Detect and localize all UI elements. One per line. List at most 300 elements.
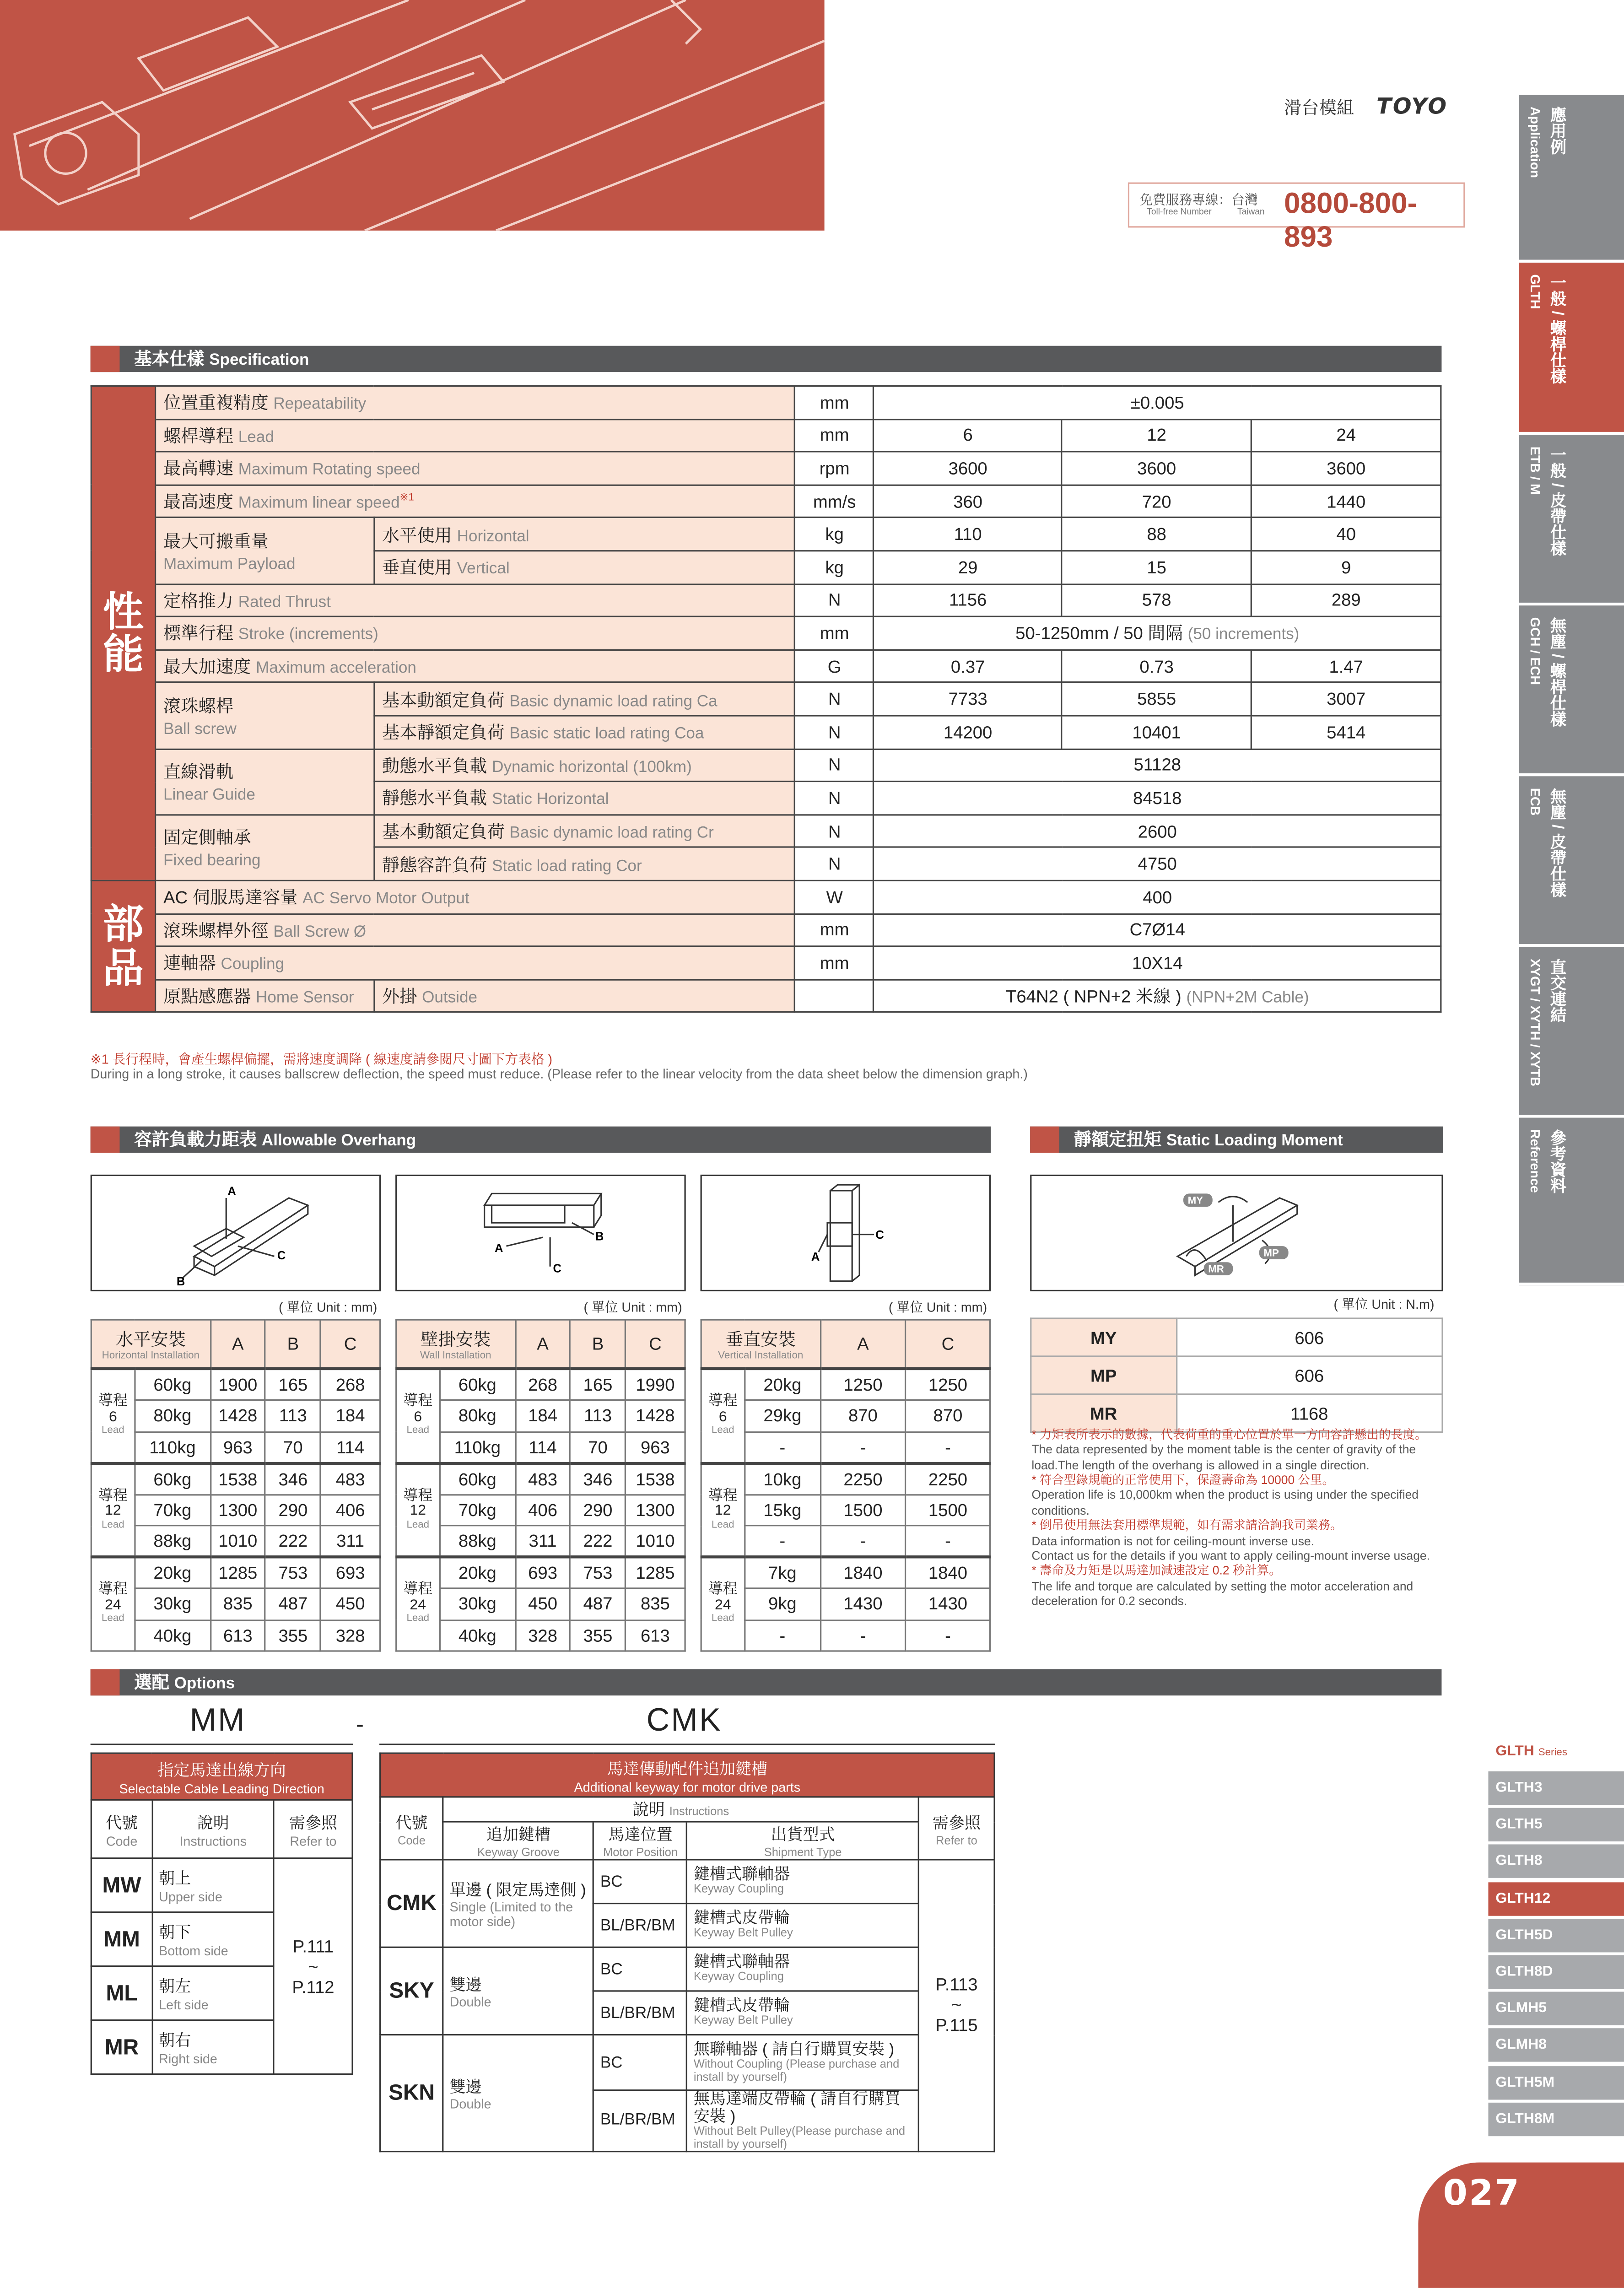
spec-row — [91, 913, 1441, 946]
tollfree-number: 0800-800-893 — [1284, 188, 1417, 254]
spec-unit: mm — [795, 946, 874, 979]
overhang-load: 20kg — [135, 1557, 210, 1588]
series-item[interactable]: GLMH8 — [1488, 2029, 1624, 2062]
spec-span-value: 400 — [1143, 886, 1172, 907]
side-tab[interactable] — [1519, 947, 1624, 1117]
cable-desc-zh: 朝右 — [159, 2032, 191, 2051]
spec-label-zh: 水平使用 — [382, 524, 452, 545]
spec-label — [374, 847, 795, 880]
svg-text:C: C — [875, 1229, 884, 1242]
col-en: Code — [106, 1833, 138, 1848]
series-item[interactable]: GLTH5D — [1488, 1918, 1624, 1952]
spec-row — [91, 683, 1441, 716]
cable-code: MW — [91, 1858, 152, 1912]
keyway-sub-header-zh: 馬達位置 — [608, 1827, 673, 1845]
spec-label-en: Lead — [238, 429, 274, 447]
spec-note-en: During in a long stroke, it causes ballscrew deflection, the speed must reduce. (Please refer to the linear velocity from the data sheet below the dimension graph.) — [90, 1066, 1028, 1081]
cable-col-header — [91, 1800, 152, 1858]
spec-value: 3600 — [1252, 452, 1441, 485]
refer-from: P.113 — [935, 1975, 978, 1996]
spec-label-zh: 最高速度 — [163, 491, 234, 513]
spec-group-en: Ball screw — [163, 721, 237, 739]
overhang-row — [701, 1369, 990, 1400]
option-code-1-underline — [91, 1743, 353, 1745]
page-number: 027 — [1443, 2172, 1521, 2214]
spec-value-span — [874, 979, 1441, 1012]
overhang-row — [701, 1431, 990, 1463]
overhang-value: 1250 — [820, 1369, 906, 1400]
spec-unit: N — [795, 584, 874, 617]
moment-note: The life and torque are calculated by setting the motor acceleration and deceleration for 0.2 seconds. — [1031, 1578, 1414, 1608]
shipment-type — [687, 2090, 918, 2152]
spec-unit: N — [795, 815, 874, 847]
spec-label — [155, 485, 795, 518]
lead-label-en: Lead — [711, 1520, 734, 1530]
lead-label-en: Lead — [711, 1614, 734, 1625]
spec-label — [155, 617, 795, 650]
overhang-value: 328 — [321, 1619, 380, 1651]
overhang-lead-cell — [701, 1369, 745, 1463]
overhang-install-header — [396, 1320, 515, 1369]
keyway-refer-header — [919, 1797, 994, 1860]
keyway-refer-header-en: Refer to — [936, 1833, 977, 1847]
shipment-en: Without Coupling (Please purchase and install by yourself) — [693, 2057, 900, 2083]
keyway-title — [380, 1753, 994, 1797]
spec-label-zh: 連軸器 — [163, 953, 216, 974]
install-zh: 水平安裝 — [115, 1329, 186, 1350]
overhang-value: 165 — [570, 1369, 625, 1400]
moment-row — [1031, 1356, 1442, 1394]
spec-section-header — [91, 346, 1442, 372]
col-zh: 說明 — [197, 1814, 229, 1832]
moment-note: The data represented by the moment table is the center of gravity of the load.The length of the overhang is allowed in a single direction. — [1031, 1442, 1416, 1472]
side-tab[interactable] — [1519, 95, 1624, 263]
spec-row — [91, 485, 1441, 518]
spec-label — [155, 419, 795, 452]
spec-row — [91, 880, 1441, 913]
cable-direction-body — [91, 1753, 352, 2074]
spec-value-span — [874, 782, 1441, 815]
moment-note: * 壽命及力矩是以馬達加減速設定 0.2 秒計算。 — [1031, 1563, 1281, 1578]
spec-value: 1.47 — [1252, 650, 1441, 683]
keyway-table — [379, 1753, 995, 2153]
overhang-value: 406 — [515, 1494, 570, 1526]
overhang-col-header: B — [570, 1320, 625, 1369]
spec-title-en: Specification — [209, 351, 309, 369]
spec-label-en: Stroke (increments) — [238, 626, 378, 644]
spec-label — [374, 683, 795, 716]
product-category: 滑台模組 — [1284, 97, 1354, 119]
spec-unit: rpm — [795, 452, 874, 485]
series-item[interactable]: GLTH5M — [1488, 2066, 1624, 2099]
overhang-value: 355 — [265, 1619, 320, 1651]
overhang-row — [701, 1588, 990, 1620]
overhang-header-row — [701, 1320, 990, 1369]
spec-value: 110 — [874, 518, 1062, 551]
side-tab-en: Application — [1527, 106, 1543, 178]
spec-value-span — [874, 617, 1441, 650]
spec-group-zh: 固定側軸承 — [163, 827, 251, 848]
spec-row — [91, 386, 1441, 419]
overhang-row — [91, 1463, 380, 1495]
cable-desc-zh: 朝下 — [159, 1924, 191, 1943]
moment-note: Data information is not for ceiling-mount inverse use. — [1031, 1533, 1315, 1548]
spec-label-en: Maximum Rotating speed — [238, 462, 421, 480]
cable-header-row — [91, 1800, 352, 1858]
spec-label-zh: 原點感應器 — [163, 986, 251, 1007]
lead-label: 導程 — [403, 1393, 433, 1410]
spec-value: 88 — [1062, 518, 1252, 551]
overhang-lead-cell — [91, 1557, 135, 1651]
lead-label-en: Lead — [406, 1520, 430, 1530]
spec-label-en: Basic dynamic load rating Cr — [509, 824, 714, 842]
spec-value: 10401 — [1062, 716, 1252, 749]
cable-desc-zh: 朝左 — [159, 1978, 191, 1997]
side-tab-en: GCH / ECH — [1527, 617, 1543, 685]
spec-value: 3600 — [1062, 452, 1252, 485]
overhang-value: - — [820, 1431, 906, 1463]
spec-row — [91, 617, 1441, 650]
side-tab[interactable] — [1519, 605, 1624, 776]
series-item[interactable]: GLTH12 — [1488, 1882, 1624, 1915]
overhang-value: 268 — [515, 1369, 570, 1400]
page-number-block — [1418, 2163, 1624, 2288]
cable-desc-en: Bottom side — [159, 1943, 228, 1959]
option-code-2-underline — [379, 1743, 995, 1745]
shipment-zh: 鍵槽式皮帶輪 — [693, 1998, 790, 2016]
keyway-code: SKY — [380, 1947, 443, 2034]
overhang-row — [91, 1588, 380, 1620]
spec-label-en: Rated Thrust — [238, 594, 331, 611]
spec-group-max-payload — [155, 518, 374, 584]
horizontal-install-diagram — [91, 1175, 381, 1291]
lead-label-en: Lead — [406, 1614, 430, 1625]
refer-tilde: ~ — [308, 1956, 318, 1977]
cable-desc — [152, 2020, 274, 2074]
cable-title-en: Selectable Cable Leading Direction — [119, 1781, 324, 1796]
overhang-value: 487 — [570, 1588, 625, 1620]
overhang-value: 1010 — [626, 1526, 685, 1557]
keyway-instr-header-zh: 說明 — [632, 1802, 665, 1820]
overhang-row — [396, 1557, 685, 1588]
motor-position: BC — [594, 2035, 687, 2090]
motor-position: BL/BR/BM — [594, 2090, 687, 2152]
spec-sub-en: Outside — [422, 989, 477, 1007]
lead-value: 24 — [410, 1597, 426, 1614]
spec-value: 1440 — [1252, 485, 1441, 518]
spec-unit — [795, 979, 874, 1012]
keyway-groove-zh: 雙邊 — [449, 1976, 482, 1994]
spec-label-zh: 基本動額定負荷 — [382, 821, 505, 842]
spec-label-sub — [374, 979, 795, 1012]
overhang-unit-3: ( 單位 Unit : mm) — [888, 1300, 987, 1315]
options-section-header — [91, 1669, 1442, 1695]
spec-row — [91, 419, 1441, 452]
overhang-value: 835 — [626, 1588, 685, 1620]
lead-label-en: Lead — [711, 1425, 734, 1436]
spec-group-zh: 最大可搬重量 — [163, 531, 269, 552]
overhang-value: 1430 — [820, 1588, 906, 1620]
spec-label-zh: 最大加速度 — [163, 657, 251, 677]
overhang-load: 60kg — [135, 1369, 210, 1400]
shipment-type — [687, 1947, 918, 1991]
overhang-value: 165 — [265, 1369, 320, 1400]
spec-label-en: Maximum linear speed — [238, 495, 400, 513]
side-tab-en: Reference — [1527, 1129, 1543, 1193]
moment-notes — [1031, 1427, 1443, 1608]
shipment-en: Keyway Coupling — [693, 1883, 784, 1896]
cable-title-zh: 指定馬達出線方向 — [157, 1762, 286, 1780]
overhang-value: 311 — [321, 1526, 380, 1557]
spec-label-en: Maximum acceleration — [256, 659, 416, 677]
spec-unit: N — [795, 847, 874, 880]
refer-from: P.111 — [292, 1935, 334, 1956]
cable-direction-table — [91, 1753, 353, 2075]
overhang-row — [396, 1400, 685, 1432]
overhang-unit-1: ( 單位 Unit : mm) — [279, 1300, 378, 1315]
spec-value: 6 — [874, 419, 1062, 452]
overhang-title-en: Allowable Overhang — [261, 1132, 416, 1150]
keyway-sub-header — [594, 1822, 687, 1860]
svg-text:MR: MR — [1208, 1263, 1224, 1275]
spec-value-span — [874, 847, 1441, 880]
spec-value: 720 — [1062, 485, 1252, 518]
overhang-load: 20kg — [440, 1557, 515, 1588]
side-tab-zh: 應用例 — [1548, 106, 1566, 155]
spec-value-span — [874, 815, 1441, 847]
overhang-load: 80kg — [135, 1400, 210, 1432]
series-item[interactable]: GLTH8 — [1488, 1845, 1624, 1878]
cable-desc-zh: 朝上 — [159, 1870, 191, 1889]
spec-label — [374, 716, 795, 749]
overhang-value: 1840 — [906, 1557, 990, 1588]
keyway-groove-en: Double — [449, 1994, 491, 2009]
lead-label-en: Lead — [406, 1425, 430, 1436]
keyway-sub-header-zh: 追加鍵槽 — [486, 1827, 551, 1845]
lead-value: 12 — [105, 1503, 121, 1519]
cable-desc-en: Left side — [159, 1997, 209, 2013]
keyway-row — [380, 1947, 994, 1991]
overhang-load: - — [745, 1526, 820, 1557]
vertical-install-diagram — [701, 1175, 991, 1291]
overhang-value: 222 — [570, 1526, 625, 1557]
overhang-value: 1300 — [626, 1494, 685, 1526]
keyway-row — [380, 1860, 994, 1904]
spec-value: 9 — [1252, 551, 1441, 584]
overhang-load: 29kg — [745, 1400, 820, 1432]
overhang-lead-cell — [701, 1557, 745, 1651]
shipment-zh: 鍵槽式皮帶輪 — [693, 1910, 790, 1928]
keyway-groove-en: Single (Limited to the motor side) — [449, 1899, 573, 1928]
shipment-zh: 無聯軸器 ( 請自行購買安裝 ) — [693, 2041, 895, 2059]
spec-label — [155, 650, 795, 683]
spec-sub-zh: 外掛 — [382, 986, 417, 1007]
overhang-value: - — [906, 1431, 990, 1463]
tollfree-region-en: Taiwan — [1237, 208, 1265, 218]
overhang-row — [396, 1588, 685, 1620]
spec-label — [374, 815, 795, 847]
refer-to: P.115 — [935, 2016, 978, 2036]
keyway-sub-header-en: Motor Position — [603, 1846, 678, 1859]
overhang-value: 1010 — [210, 1526, 265, 1557]
spec-value: 14200 — [874, 716, 1062, 749]
keyway-code-header-en: Code — [397, 1833, 426, 1847]
svg-text:C: C — [553, 1262, 561, 1275]
moment-note: * 力矩表所表示的數據，代表荷重的重心位置於單一方向容許懸出的長度。 — [1031, 1427, 1427, 1442]
overhang-value: - — [906, 1526, 990, 1557]
overhang-value: 184 — [515, 1400, 570, 1432]
overhang-load: 88kg — [135, 1526, 210, 1557]
spec-value: 0.73 — [1062, 650, 1252, 683]
shipment-en: Without Belt Pulley(Please purchase and install by yourself) — [693, 2125, 906, 2150]
spec-value-span — [874, 946, 1441, 979]
overhang-row — [91, 1557, 380, 1588]
overhang-row — [396, 1431, 685, 1463]
moment-key: MP — [1031, 1356, 1176, 1394]
option-code-1: MM — [189, 1701, 246, 1738]
overhang-value: 1430 — [906, 1588, 990, 1620]
lead-label: 導程 — [403, 1488, 433, 1504]
spec-label — [155, 452, 795, 485]
spec-group-linear-guide — [155, 749, 374, 815]
series-item[interactable]: GLTH5 — [1488, 1808, 1624, 1841]
overhang-horizontal-table — [91, 1319, 381, 1652]
overhang-value: 290 — [265, 1494, 320, 1526]
spec-span-value: 2600 — [1138, 820, 1177, 842]
keyway-code-header-zh: 代號 — [395, 1814, 428, 1832]
overhang-lead-cell — [701, 1463, 745, 1557]
spec-unit: N — [795, 683, 874, 716]
spec-unit: mm — [795, 617, 874, 650]
moment-note: Contact us for the details if you want to apply ceiling-mount inverse usage. — [1031, 1548, 1430, 1563]
series-item[interactable]: GLMH5 — [1488, 1992, 1624, 2025]
overhang-value: 1250 — [906, 1369, 990, 1400]
spec-label-zh: 靜態水平負載 — [382, 788, 487, 809]
cable-row — [91, 1858, 352, 1912]
series-item[interactable]: GLTH8D — [1488, 1955, 1624, 1989]
overhang-col-header: A — [210, 1320, 265, 1369]
motor-position: BL/BR/BM — [594, 1904, 687, 1948]
spec-unit: N — [795, 782, 874, 815]
overhang-header-row — [396, 1320, 685, 1369]
option-code-2: CMK — [646, 1701, 723, 1738]
overhang-value: 346 — [265, 1463, 320, 1495]
side-tab[interactable] — [1519, 776, 1624, 947]
keyway-groove — [443, 1860, 593, 1947]
cable-code: MM — [91, 1912, 152, 1966]
spec-title: 基本仕樣 — [134, 349, 205, 369]
overhang-row — [701, 1494, 990, 1526]
side-tab-zh: 參考資料 — [1548, 1129, 1566, 1194]
series-item[interactable]: GLTH8M — [1488, 2102, 1624, 2136]
side-tab-en: ECB — [1527, 788, 1543, 816]
moment-value: 606 — [1176, 1318, 1442, 1356]
col-zh: 需參照 — [289, 1814, 338, 1832]
overhang-lead-cell — [91, 1369, 135, 1463]
overhang-load: 20kg — [745, 1369, 820, 1400]
overhang-load: 70kg — [440, 1494, 515, 1526]
spec-unit: kg — [795, 518, 874, 551]
install-en: Vertical Installation — [718, 1351, 804, 1362]
overhang-col-header: C — [906, 1320, 990, 1369]
moment-note: * 符合型錄規範的正常使用下，保證壽命為 10000 公里。 — [1031, 1472, 1334, 1487]
spec-value-span — [874, 386, 1441, 419]
overhang-value: - — [906, 1619, 990, 1651]
moment-unit: ( 單位 Unit : N.m) — [1333, 1297, 1435, 1312]
lead-label: 導程 — [708, 1582, 738, 1598]
overhang-value: - — [820, 1619, 906, 1651]
spec-label — [155, 946, 795, 979]
overhang-row — [91, 1494, 380, 1526]
spec-value: 24 — [1252, 419, 1441, 452]
spec-label-zh: 最高轉速 — [163, 459, 234, 480]
spec-value: 0.37 — [874, 650, 1062, 683]
spec-label-zh: 靜態容許負荷 — [382, 854, 487, 875]
svg-text:A: A — [494, 1241, 503, 1255]
spec-label — [155, 880, 795, 913]
overhang-col-header: C — [321, 1320, 380, 1369]
keyway-sub-header — [687, 1822, 918, 1860]
spec-row — [91, 815, 1441, 847]
spec-unit: mm — [795, 419, 874, 452]
spec-span-value: 51128 — [1133, 755, 1182, 776]
side-tab[interactable] — [1519, 263, 1624, 435]
overhang-value: 1500 — [820, 1494, 906, 1526]
moment-key: MY — [1031, 1318, 1176, 1356]
lead-value: 6 — [108, 1408, 117, 1425]
cable-code: MR — [91, 2020, 152, 2074]
spec-group-zh: 直線滑軌 — [163, 761, 234, 782]
side-tab[interactable] — [1519, 435, 1624, 605]
overhang-row — [91, 1526, 380, 1557]
overhang-value: 1538 — [626, 1463, 685, 1495]
keyway-header-row — [380, 1797, 994, 1822]
spec-span-value: 50-1250mm / 50 間隔 — [1015, 624, 1183, 644]
options-title: 選配 — [134, 1672, 169, 1693]
cable-desc — [152, 1858, 274, 1912]
cable-refer — [274, 1858, 352, 2074]
spec-label-en: Ball Screw Ø — [273, 923, 367, 941]
spec-unit: mm/s — [795, 485, 874, 518]
keyway-instr-header-en: Instructions — [669, 1805, 729, 1819]
spec-label-zh: 垂直使用 — [382, 557, 452, 578]
overhang-row — [91, 1619, 380, 1651]
tollfree-box — [1128, 183, 1465, 254]
shipment-en: Keyway Belt Pulley — [693, 1926, 793, 1940]
spec-label — [374, 518, 795, 551]
side-tab[interactable] — [1519, 1118, 1624, 1286]
spec-value-span — [874, 749, 1441, 782]
series-item[interactable]: GLTH3 — [1488, 1771, 1624, 1805]
keyway-row — [380, 2035, 994, 2090]
spec-label-zh: 基本動額定負荷 — [382, 690, 505, 710]
spec-label-en: AC Servo Motor Output — [302, 890, 469, 908]
spec-span-en: (NPN+2M Cable) — [1186, 989, 1309, 1007]
lead-label-en: Lead — [102, 1614, 124, 1625]
spec-unit: N — [795, 716, 874, 749]
spec-label-zh: 基本靜額定負荷 — [382, 723, 505, 743]
overhang-lead-cell — [396, 1369, 440, 1463]
overhang-load: 60kg — [440, 1369, 515, 1400]
option-dash: - — [356, 1713, 364, 1738]
tollfree-label: 免費服務專線：台灣 — [1139, 192, 1258, 207]
overhang-value: 113 — [570, 1400, 625, 1432]
spec-value-span — [874, 880, 1441, 913]
side-tab-en: GLTH — [1527, 274, 1543, 309]
spec-label-zh: 滾珠螺桿外徑 — [163, 920, 269, 941]
keyway-subheader-row — [380, 1822, 994, 1860]
overhang-value: 406 — [321, 1494, 380, 1526]
